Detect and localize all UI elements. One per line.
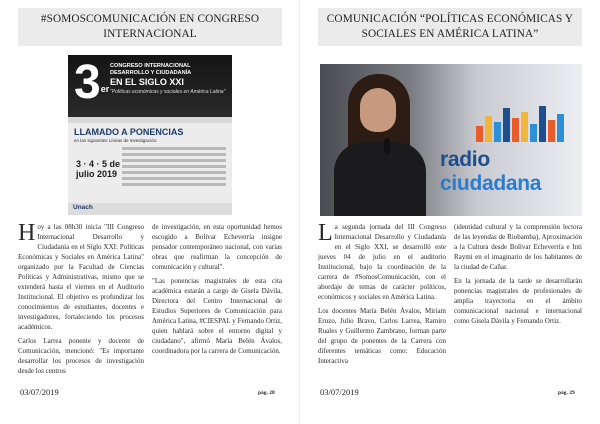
radio-ciudadana-logo: radio ciudadana — [440, 148, 542, 195]
poster-line3: "Políticas económicas y sociales en América Latina" — [110, 89, 226, 95]
poster-dates: 3 · 4 · 5 de julio 2019 — [76, 159, 121, 179]
page-number: pág. 29 — [558, 390, 575, 396]
right-column-1 — [318, 222, 446, 370]
article-paragraph: oy a las 08h30 inicia "III Congreso Internacional Desarrollo y Ciudadanía en el Siglo XXI: Políticas Económicas y Sociales en América Latina" organizado por la Facultad de Ciencias Políticas y Administrativas, mismo que se extenderá hasta el viernes en el Auditorio Institucional. El objetivo es profundizar los conocimientos de estudiantes, docentes e investigadores, fortaleciendo los procesos académicos. — [18, 223, 144, 331]
poster-number: 3er — [74, 56, 110, 109]
article-paragraph: a segunda jornada del III Congreso Internacional Desarrollo y Ciudadanía en el Siglo XXI, se desarrolló este jueves 04 de julio en el auditorio Institucional, bajo la coordinación de la carrera de #SomosComunicación, con el abordaje de temas de carácter políticos, económicos y sociales en América Latina. — [318, 223, 446, 301]
congress-poster-image — [68, 55, 232, 215]
article-paragraph: Los docentes María Belén Ávalos, Miriam Eruzo, Julio Bravo, Carlos Larrea, Ramiro Ruales y Guillermo Zambrano, forman parte del grupo de ponentes de la Carrera con diferentes temáticas como: Educación Interactiva — [318, 307, 446, 365]
right-headline: COMUNICACIÓN “POLÍTICAS ECONÓMICAS Y SOCIALES EN AMÉRICA LATINA” — [318, 8, 582, 46]
unach-logo: Unach — [73, 204, 93, 211]
dropcap: L — [318, 220, 333, 246]
article-paragraph: (identidad cultural y la comprensión lectora de las leyendas de Riobamba), Aproximación a la Cultura desde Bolívar Echeverría e Inti Raymi en el imaginario de los habitantes de la ciudad de Cañar. — [454, 223, 582, 271]
article-paragraph: "Las ponencias magistrales de esta cita académica estarán a cargo de Gisela Dávila, Directora del Centro Internacional de Estudios Superiores de Comunicación para América Latina, #CIESPAL y Fernando Ortiz, quien hablará sobre el entorno digital y ciudadano", afirmó María Belén Ávalos, coordinadora por la carrera de Comunicación. — [152, 277, 282, 355]
poster-topic-lines — [122, 147, 226, 189]
left-headline: #SOMOSCOMUNICACIÓN EN CONGRESO INTERNACIONAL — [18, 8, 282, 46]
radio-ciudadana-photo — [320, 64, 582, 216]
dropcap: H — [18, 220, 36, 246]
left-column-2 — [152, 222, 282, 360]
right-column-2 — [454, 222, 582, 330]
article-paragraph: Carlos Larrea ponente y docente de Comunicación, mencionó: "Es importante desarrollar los procesos de investigación desde los centros — [18, 337, 144, 375]
left-column-1 — [18, 222, 144, 380]
article-paragraph: de investigación, en esta oportunidad hemos escogido a Bolívar Echeverría insigne pensador contemporáneo nacional, con varias obras que reafirman la concepción de comunicación y cultural". — [152, 223, 282, 271]
article-paragraph: En la jornada de la tarde se desarrollarán ponencias magistrales de profesionales de amplia trayectoria en el ámbito comunicacional nacional e internacional como Gisela Dávila y Fernando Ortiz. — [454, 277, 582, 325]
footer-date: 03/07/2019 — [320, 387, 359, 397]
radio-logo-bars — [476, 102, 568, 142]
footer-date: 03/07/2019 — [20, 387, 59, 397]
poster-call: LLAMADO A PONENCIAS — [74, 127, 184, 137]
page-number: pág. 28 — [258, 390, 275, 396]
microphone-icon — [384, 138, 390, 154]
poster-line2: EN EL SIGLO XXI — [110, 77, 184, 87]
poster-line1: CONGRESO INTERNACIONAL DESARROLLO Y CIUDADANÍA — [110, 63, 192, 76]
poster-call-sub: en las siguientes Líneas de Investigación: — [74, 138, 158, 143]
